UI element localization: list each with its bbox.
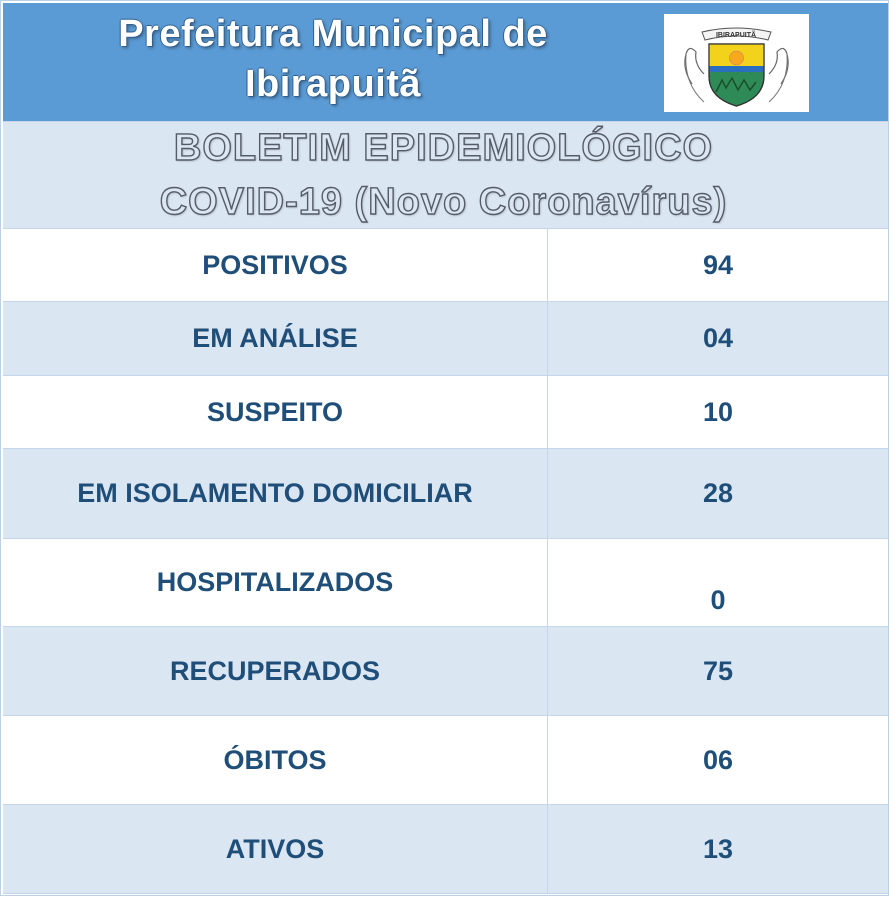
row-label-cell	[3, 449, 548, 538]
table-row-positivos	[3, 229, 888, 302]
row-label: EM ISOLAMENTO DOMICILIAR	[77, 478, 473, 508]
table-row-suspeito	[3, 376, 888, 449]
row-label-cell	[3, 627, 548, 715]
row-value-cell	[548, 805, 888, 893]
row-label-cell	[3, 376, 548, 448]
row-label-cell	[3, 302, 548, 375]
row-value-cell	[548, 539, 888, 626]
row-value: 04	[702, 323, 734, 353]
row-label-cell	[3, 716, 548, 804]
row-label-cell	[3, 539, 548, 626]
table-row-recuperados	[3, 627, 888, 716]
row-label: POSITIVOS	[202, 249, 348, 280]
row-value: 06	[702, 744, 734, 775]
bulletin-title-line-1: BOLETIM EPIDEMIOLÓGICO	[173, 127, 714, 169]
row-value: 28	[702, 478, 734, 508]
page-title	[23, 9, 643, 109]
row-value: 10	[702, 396, 734, 427]
stats-table	[3, 229, 888, 894]
row-value: 94	[702, 249, 734, 280]
table-row-em-analise	[3, 302, 888, 376]
coat-of-arms-icon	[664, 14, 809, 112]
row-label-cell	[3, 805, 548, 893]
row-label: RECUPERADOS	[169, 655, 381, 686]
table-row-hospitalizados	[3, 539, 888, 627]
table-row-obitos	[3, 716, 888, 805]
row-label: SUSPEITO	[206, 396, 344, 427]
row-value-cell	[548, 716, 888, 804]
row-label-cell	[3, 229, 548, 301]
row-value-cell	[548, 627, 888, 715]
row-label: ÓBITOS	[223, 744, 327, 775]
row-value-cell	[548, 449, 888, 538]
table-row-ativos	[3, 805, 888, 894]
row-label: ATIVOS	[225, 833, 325, 864]
row-label: EM ANÁLISE	[192, 323, 358, 353]
bulletin-title-line-2: COVID-19 (Novo Coronavírus)	[159, 181, 728, 223]
row-value-cell	[548, 229, 888, 301]
row-value-cell	[548, 302, 888, 375]
svg-text:IBIRAPUITÃ: IBIRAPUITÃ	[715, 32, 757, 39]
row-label: HOSPITALIZADOS	[156, 567, 394, 597]
row-value: 75	[702, 655, 734, 686]
table-row-isolamento-domiciliar	[3, 449, 888, 539]
municipal-coat-of-arms-logo	[664, 14, 809, 112]
title-line-1: Prefeitura Municipal de	[118, 13, 548, 55]
title-line-2: Ibirapuitã	[244, 63, 422, 105]
row-value: 0	[710, 585, 726, 615]
row-value: 13	[702, 833, 734, 864]
row-value-cell	[548, 376, 888, 448]
